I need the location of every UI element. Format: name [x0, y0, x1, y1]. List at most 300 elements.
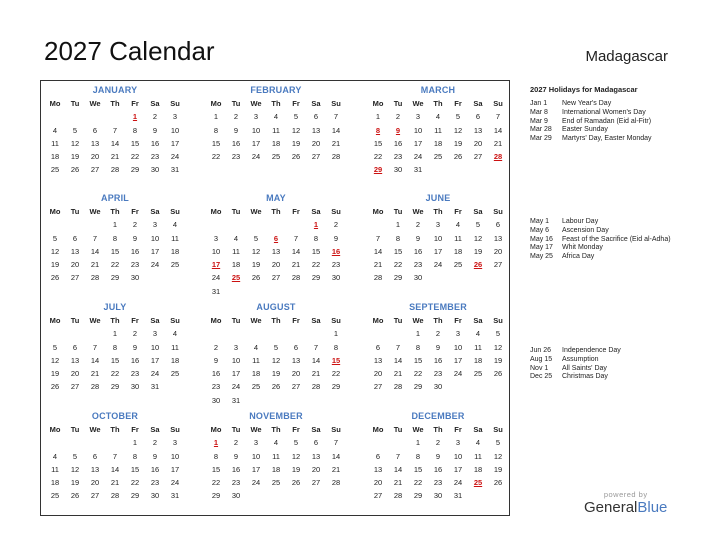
week-row: [206, 463, 346, 476]
day-cell: [468, 380, 488, 393]
day-cell: [306, 285, 326, 298]
day-cell: 10: [251, 451, 261, 461]
day-cell: [488, 489, 508, 502]
day-cell: 10: [413, 125, 423, 135]
week-row: [45, 341, 185, 354]
day-cell: [448, 271, 468, 284]
day-cell: 10: [150, 342, 160, 352]
week-row: [368, 341, 508, 354]
day-cell: 30: [150, 165, 160, 175]
day-cell: [85, 436, 105, 449]
day-cell: 8: [415, 342, 421, 352]
holiday-item: [530, 236, 700, 245]
brand-name: [584, 499, 667, 516]
day-cell: 10: [170, 451, 180, 461]
day-cell: 21: [393, 369, 403, 379]
month-name: MARCH: [420, 85, 456, 95]
week-row: [45, 110, 185, 123]
weekday-header: Su: [170, 316, 180, 325]
week-row: [45, 232, 185, 245]
week-row: [206, 258, 346, 271]
holiday-item: [530, 109, 700, 118]
day-cell: 9: [435, 342, 441, 352]
month-november: [206, 409, 346, 503]
week-row: [368, 380, 508, 393]
day-cell: 16: [433, 464, 443, 474]
day-cell: 16: [231, 138, 241, 148]
day-cell: 19: [70, 478, 80, 488]
day-cell: 8: [375, 125, 381, 135]
day-cell: 4: [435, 112, 441, 122]
day-cell: 25: [50, 165, 60, 175]
weekday-header: Mo: [372, 316, 384, 325]
day-cell: 24: [251, 478, 261, 488]
holiday-item: [530, 100, 700, 109]
week-row: [206, 476, 346, 489]
weekday-header: Sa: [473, 316, 483, 325]
day-cell: 19: [50, 369, 60, 379]
brand-general: General: [584, 499, 638, 516]
day-cell: 26: [291, 478, 301, 488]
week-row: [368, 110, 508, 123]
day-cell: 21: [493, 138, 503, 148]
day-cell: 20: [70, 369, 80, 379]
day-cell: 12: [271, 355, 281, 365]
day-cell: 31: [211, 286, 221, 296]
day-cell: 27: [90, 165, 100, 175]
day-cell: [326, 394, 346, 407]
week-row: [45, 476, 185, 489]
day-cell: [85, 110, 105, 123]
day-cell: 6: [72, 233, 78, 243]
holiday-item: [530, 253, 700, 262]
day-cell: 1: [112, 220, 118, 230]
day-cell: 6: [375, 451, 381, 461]
day-cell: 13: [311, 125, 321, 135]
day-cell: 11: [51, 138, 59, 148]
day-cell: 29: [413, 382, 423, 392]
holiday-name: Martyrs' Day, Easter Monday: [562, 135, 652, 143]
day-cell: 8: [213, 451, 219, 461]
week-row: [368, 258, 508, 271]
day-cell: 12: [473, 233, 483, 243]
day-cell: 30: [433, 491, 443, 501]
day-cell: 18: [271, 138, 281, 148]
day-cell: 7: [333, 112, 339, 122]
week-row: [368, 354, 508, 367]
holiday-date: Dec 25: [530, 373, 553, 381]
day-cell: 5: [293, 438, 299, 448]
day-cell: 23: [150, 478, 160, 488]
day-cell: [65, 110, 85, 123]
weekday-header: Fr: [454, 316, 462, 325]
day-cell: 2: [233, 438, 239, 448]
day-cell: [65, 218, 85, 231]
day-cell: 9: [132, 342, 138, 352]
day-cell: 14: [331, 125, 341, 135]
day-cell: 6: [375, 342, 381, 352]
day-cell: 7: [313, 342, 319, 352]
day-cell: 27: [271, 273, 281, 283]
month-july: [45, 300, 185, 394]
month-name: JUNE: [425, 193, 451, 203]
day-cell: 29: [110, 273, 120, 283]
day-cell: 28: [291, 273, 301, 283]
day-cell: 27: [311, 478, 321, 488]
country-label: Madagascar: [585, 48, 668, 65]
day-cell: 3: [233, 342, 239, 352]
day-cell: 23: [433, 478, 443, 488]
day-cell: 31: [170, 165, 180, 175]
day-cell: 28: [90, 273, 100, 283]
day-cell: 30: [150, 491, 160, 501]
day-cell: 18: [50, 152, 60, 162]
day-cell: 16: [331, 246, 341, 256]
day-cell: 22: [331, 369, 341, 379]
day-cell: 1: [375, 112, 381, 122]
day-cell: [45, 436, 65, 449]
weekday-header: We: [412, 425, 424, 434]
weekday-header: Th: [433, 425, 443, 434]
week-row: [206, 137, 346, 150]
weekday-header: Th: [433, 316, 443, 325]
day-cell: [226, 218, 246, 231]
weekday-header: We: [250, 207, 262, 216]
day-cell: 12: [50, 355, 60, 365]
weekday-header: Tu: [393, 99, 403, 108]
day-cell: 17: [170, 138, 180, 148]
weekday-header: Su: [170, 425, 180, 434]
day-cell: [226, 285, 246, 298]
day-cell: [266, 489, 286, 502]
day-cell: [448, 163, 468, 176]
day-cell: 22: [110, 260, 120, 270]
day-cell: 13: [70, 355, 80, 365]
day-cell: 9: [213, 355, 219, 365]
day-cell: [428, 271, 448, 284]
day-cell: 16: [211, 369, 221, 379]
weekday-header: Sa: [311, 207, 321, 216]
weekday-header: Sa: [150, 425, 160, 434]
week-row: [206, 271, 346, 284]
week-row: [206, 394, 346, 407]
day-cell: 3: [152, 329, 158, 339]
weekday-header: Fr: [454, 207, 462, 216]
week-row: [45, 271, 185, 284]
day-cell: 4: [52, 125, 58, 135]
holiday-item: [530, 227, 700, 236]
day-cell: 27: [373, 491, 383, 501]
day-cell: [388, 327, 408, 340]
day-cell: 29: [393, 273, 403, 283]
day-cell: 25: [473, 478, 483, 488]
day-cell: 23: [150, 152, 160, 162]
day-cell: 12: [251, 246, 261, 256]
month-december: [368, 409, 508, 503]
weekday-header: Sa: [473, 207, 483, 216]
month-name: APRIL: [101, 193, 129, 203]
week-row: [45, 436, 185, 449]
day-cell: [246, 394, 266, 407]
day-cell: 28: [110, 165, 120, 175]
day-cell: 21: [373, 260, 383, 270]
day-cell: 9: [333, 233, 339, 243]
weekday-header: Mo: [49, 99, 61, 108]
weekday-header: Mo: [210, 207, 222, 216]
day-cell: 8: [395, 233, 401, 243]
weekday-header: Sa: [150, 99, 160, 108]
day-cell: 20: [311, 464, 321, 474]
weekday-header: Su: [493, 316, 503, 325]
day-cell: 12: [493, 451, 503, 461]
day-cell: 25: [271, 152, 281, 162]
week-row: [45, 489, 185, 502]
day-cell: 22: [110, 369, 120, 379]
month-name: OCTOBER: [91, 411, 139, 421]
month-name: AUGUST: [256, 302, 296, 312]
day-cell: [488, 163, 508, 176]
day-cell: [165, 380, 185, 393]
day-cell: 14: [90, 246, 100, 256]
weekday-header: We: [412, 99, 424, 108]
day-cell: 20: [493, 246, 503, 256]
day-cell: 9: [415, 233, 421, 243]
day-cell: 30: [130, 382, 140, 392]
day-cell: 2: [152, 112, 158, 122]
day-cell: 6: [92, 451, 98, 461]
day-cell: 4: [253, 342, 259, 352]
week-row: [368, 150, 508, 163]
day-cell: 31: [150, 382, 160, 392]
day-cell: [105, 110, 125, 123]
day-cell: [45, 327, 65, 340]
day-cell: 17: [433, 246, 443, 256]
weekday-header: Th: [271, 99, 281, 108]
day-cell: 17: [150, 246, 160, 256]
day-cell: 22: [393, 260, 403, 270]
weekday-header: Su: [493, 207, 503, 216]
day-cell: 21: [90, 369, 100, 379]
day-cell: 7: [92, 342, 98, 352]
day-cell: 8: [112, 342, 118, 352]
weekday-header: Tu: [231, 207, 241, 216]
holiday-date: Nov 1: [530, 364, 549, 372]
day-cell: 24: [433, 260, 443, 270]
day-cell: 12: [291, 125, 301, 135]
week-row: [206, 232, 346, 245]
day-cell: [65, 327, 85, 340]
day-cell: 25: [50, 491, 60, 501]
day-cell: 15: [110, 246, 120, 256]
day-cell: 22: [413, 369, 423, 379]
weekday-header: Sa: [473, 425, 483, 434]
weekday-header: Mo: [49, 425, 61, 434]
weekday-header: Fr: [131, 99, 139, 108]
day-cell: 7: [375, 233, 381, 243]
day-cell: 25: [453, 260, 463, 270]
day-cell: 13: [70, 246, 80, 256]
month-march: [368, 83, 508, 177]
day-cell: 7: [395, 451, 401, 461]
month-name: SEPTEMBER: [409, 302, 467, 312]
day-cell: 11: [171, 342, 179, 352]
day-cell: 20: [373, 478, 383, 488]
day-cell: 1: [313, 220, 319, 230]
day-cell: 21: [110, 152, 120, 162]
day-cell: [226, 327, 246, 340]
weekday-header: Mo: [372, 207, 384, 216]
month-name: JULY: [103, 302, 127, 312]
day-cell: [286, 285, 306, 298]
weekday-header: Su: [170, 207, 180, 216]
weekday-header: Fr: [131, 425, 139, 434]
day-cell: 25: [231, 273, 241, 283]
day-cell: 29: [331, 382, 341, 392]
day-cell: 11: [272, 451, 280, 461]
day-cell: 21: [90, 260, 100, 270]
day-cell: 8: [213, 125, 219, 135]
day-cell: 26: [251, 273, 261, 283]
day-cell: 3: [253, 112, 259, 122]
day-cell: 13: [291, 355, 301, 365]
day-cell: 20: [90, 478, 100, 488]
weekday-header: Mo: [49, 316, 61, 325]
weekday-header: We: [250, 316, 262, 325]
day-cell: 8: [415, 451, 421, 461]
day-cell: 29: [110, 382, 120, 392]
day-cell: 18: [271, 464, 281, 474]
day-cell: 20: [373, 369, 383, 379]
weekday-header: Fr: [131, 207, 139, 216]
day-cell: 19: [271, 369, 281, 379]
weekday-header: Su: [331, 316, 341, 325]
week-row: [368, 463, 508, 476]
weekday-header: Su: [170, 99, 180, 108]
weekday-header: Tu: [70, 425, 80, 434]
day-cell: 6: [313, 112, 319, 122]
day-cell: 20: [90, 152, 100, 162]
day-cell: 24: [170, 152, 180, 162]
holiday-name: Feast of the Sacrifice (Eid al-Adha): [562, 235, 671, 243]
week-row: [368, 137, 508, 150]
day-cell: 24: [211, 273, 221, 283]
day-cell: 26: [453, 152, 463, 162]
weekday-header: Th: [110, 99, 120, 108]
holiday-name: Independence Day: [562, 347, 621, 354]
day-cell: [326, 489, 346, 502]
weekday-header: Mo: [210, 316, 222, 325]
weekday-header: Sa: [150, 316, 160, 325]
week-row: [45, 137, 185, 150]
day-cell: 20: [271, 260, 281, 270]
day-cell: 26: [271, 382, 281, 392]
day-cell: 22: [130, 152, 140, 162]
weekday-header: Fr: [131, 316, 139, 325]
page-title: 2027 Calendar: [44, 36, 215, 66]
day-cell: [468, 489, 488, 502]
day-cell: 13: [493, 233, 503, 243]
day-cell: 23: [130, 260, 140, 270]
day-cell: 27: [291, 382, 301, 392]
day-cell: 16: [413, 246, 423, 256]
holiday-date: Mar 29: [530, 135, 552, 143]
day-cell: 23: [413, 260, 423, 270]
calendar-grid: [40, 80, 510, 516]
day-cell: 9: [395, 125, 401, 135]
day-cell: 31: [413, 165, 423, 175]
day-cell: 15: [373, 138, 383, 148]
day-cell: 17: [251, 464, 261, 474]
day-cell: 14: [110, 464, 120, 474]
weekday-header: Th: [271, 207, 281, 216]
day-cell: 15: [211, 138, 221, 148]
day-cell: [368, 218, 388, 231]
day-cell: 30: [413, 273, 423, 283]
day-cell: 4: [273, 112, 279, 122]
week-row: [45, 354, 185, 367]
day-cell: 23: [231, 152, 241, 162]
weekday-header: Sa: [150, 207, 160, 216]
day-cell: 5: [273, 342, 279, 352]
month-may: [206, 191, 346, 298]
day-cell: 21: [291, 260, 301, 270]
week-row: [206, 354, 346, 367]
day-cell: 17: [413, 138, 423, 148]
weekday-header: Su: [331, 207, 341, 216]
day-cell: 15: [413, 464, 423, 474]
day-cell: 7: [92, 233, 98, 243]
holiday-date: Jan 1: [530, 100, 548, 107]
day-cell: 3: [152, 220, 158, 230]
day-cell: 23: [433, 369, 443, 379]
day-cell: 4: [475, 438, 481, 448]
day-cell: 23: [211, 382, 221, 392]
day-cell: 16: [130, 355, 140, 365]
holiday-item: [530, 244, 700, 253]
week-row: [206, 285, 346, 298]
day-cell: 10: [433, 233, 443, 243]
day-cell: 12: [70, 464, 80, 474]
holiday-item: [530, 218, 700, 227]
day-cell: [468, 163, 488, 176]
day-cell: 1: [415, 438, 421, 448]
holiday-name: International Women's Day: [562, 108, 646, 116]
day-cell: 18: [473, 355, 483, 365]
day-cell: 14: [373, 246, 383, 256]
holiday-date: Mar 8: [530, 108, 548, 116]
day-cell: 25: [271, 478, 281, 488]
weekday-header: Su: [493, 425, 503, 434]
week-row: [206, 436, 346, 449]
day-cell: 7: [112, 125, 118, 135]
day-cell: 2: [395, 112, 401, 122]
day-cell: 9: [152, 451, 158, 461]
holiday-date: May 17: [530, 244, 553, 252]
day-cell: 28: [393, 382, 403, 392]
holiday-name: Labour Day: [562, 218, 599, 225]
day-cell: [105, 436, 125, 449]
day-cell: 5: [52, 342, 58, 352]
day-cell: 19: [493, 464, 503, 474]
day-cell: 11: [474, 342, 482, 352]
day-cell: 7: [293, 233, 299, 243]
day-cell: [246, 327, 266, 340]
day-cell: 1: [213, 438, 219, 448]
holiday-name: New Year's Day: [562, 100, 612, 107]
day-cell: 9: [152, 125, 158, 135]
weekday-header: We: [89, 99, 101, 108]
day-cell: 19: [473, 246, 483, 256]
